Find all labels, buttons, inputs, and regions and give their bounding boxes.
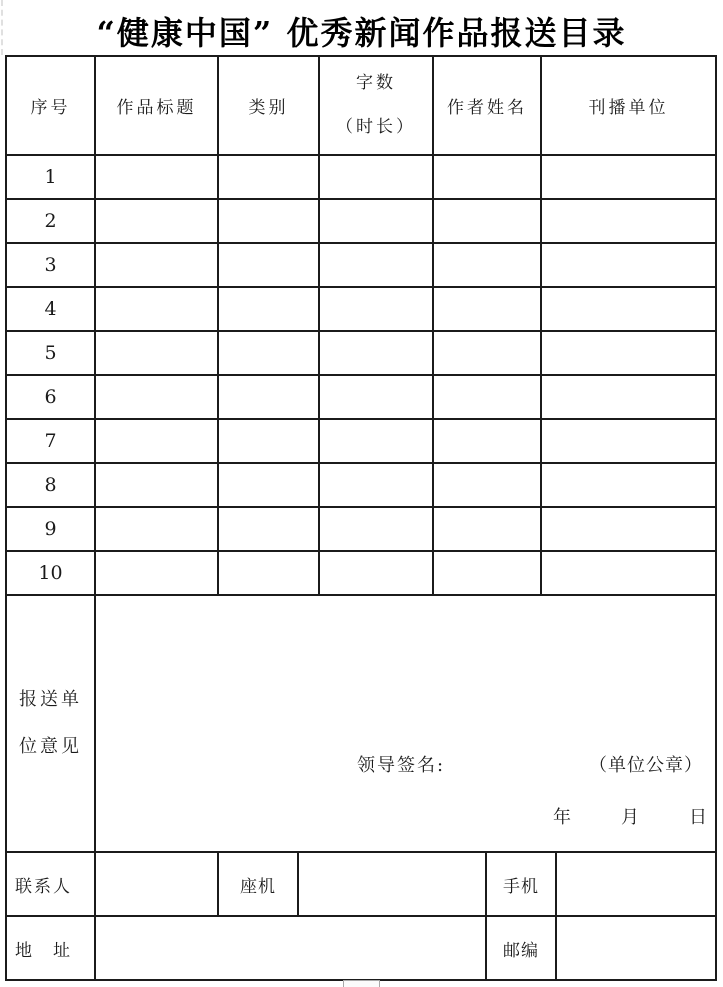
serial-cell: 10 bbox=[7, 552, 96, 596]
category-cell[interactable] bbox=[219, 464, 320, 508]
work-title-cell[interactable] bbox=[96, 464, 219, 508]
header-word-count bbox=[320, 57, 434, 156]
serial-cell: 8 bbox=[7, 464, 96, 508]
year-label: 年 bbox=[553, 807, 571, 828]
table-row bbox=[7, 332, 715, 376]
author-cell[interactable] bbox=[434, 508, 542, 552]
work-title-cell[interactable] bbox=[96, 508, 219, 552]
publisher-cell[interactable] bbox=[542, 552, 715, 596]
word-count-cell[interactable] bbox=[320, 156, 434, 200]
postcode-value-cell[interactable] bbox=[557, 917, 715, 979]
publisher-cell[interactable] bbox=[542, 420, 715, 464]
date-line bbox=[553, 803, 707, 829]
work-title-cell[interactable] bbox=[96, 376, 219, 420]
category-cell[interactable] bbox=[219, 200, 320, 244]
work-title-cell[interactable] bbox=[96, 552, 219, 596]
header-author: 作者姓名 bbox=[434, 57, 542, 156]
table-row bbox=[7, 156, 715, 200]
author-cell[interactable] bbox=[434, 332, 542, 376]
category-cell[interactable] bbox=[219, 376, 320, 420]
landline-value-cell[interactable] bbox=[299, 853, 487, 917]
header-work-title: 作品标题 bbox=[96, 57, 219, 156]
category-cell[interactable] bbox=[219, 288, 320, 332]
word-count-cell[interactable] bbox=[320, 464, 434, 508]
table-row bbox=[7, 376, 715, 420]
submission-catalog-table bbox=[5, 55, 717, 981]
mobile-value-cell[interactable] bbox=[557, 853, 715, 917]
word-count-cell[interactable] bbox=[320, 200, 434, 244]
publisher-cell[interactable] bbox=[542, 244, 715, 288]
category-cell[interactable] bbox=[219, 156, 320, 200]
header-category: 类别 bbox=[219, 57, 320, 156]
category-cell[interactable] bbox=[219, 244, 320, 288]
work-title-cell[interactable] bbox=[96, 156, 219, 200]
word-count-cell[interactable] bbox=[320, 244, 434, 288]
opinion-label-line2: 位意见 bbox=[19, 736, 82, 757]
table-row bbox=[7, 552, 715, 596]
header-word-count-line1: 字数 bbox=[356, 73, 396, 93]
opinion-label-line1: 报送单 bbox=[19, 689, 82, 710]
publisher-cell[interactable] bbox=[542, 332, 715, 376]
address-label: 地 址 bbox=[7, 917, 96, 979]
serial-cell: 9 bbox=[7, 508, 96, 552]
category-cell[interactable] bbox=[219, 332, 320, 376]
work-title-cell[interactable] bbox=[96, 288, 219, 332]
contact-row bbox=[7, 853, 715, 917]
header-serial: 序号 bbox=[7, 57, 96, 156]
author-cell[interactable] bbox=[434, 376, 542, 420]
author-cell[interactable] bbox=[434, 420, 542, 464]
word-count-cell[interactable] bbox=[320, 288, 434, 332]
work-title-cell[interactable] bbox=[96, 200, 219, 244]
postcode-label: 邮编 bbox=[487, 917, 557, 979]
table-row bbox=[7, 244, 715, 288]
word-count-cell[interactable] bbox=[320, 420, 434, 464]
table-row bbox=[7, 420, 715, 464]
table-header-row bbox=[7, 57, 715, 156]
landline-label: 座机 bbox=[219, 853, 299, 917]
table-row bbox=[7, 508, 715, 552]
publisher-cell[interactable] bbox=[542, 200, 715, 244]
address-row bbox=[7, 917, 715, 979]
leader-signature-label: 领导签名: bbox=[357, 755, 446, 776]
category-cell[interactable] bbox=[219, 508, 320, 552]
opinion-section bbox=[7, 596, 715, 853]
serial-cell: 3 bbox=[7, 244, 96, 288]
table-row bbox=[7, 464, 715, 508]
page-title: “健康中国” 优秀新闻作品报送目录 bbox=[96, 14, 627, 52]
author-cell[interactable] bbox=[434, 156, 542, 200]
publisher-cell[interactable] bbox=[542, 508, 715, 552]
work-title-cell[interactable] bbox=[96, 332, 219, 376]
publisher-cell[interactable] bbox=[542, 156, 715, 200]
page-break-artifact bbox=[343, 980, 380, 987]
word-count-cell[interactable] bbox=[320, 552, 434, 596]
word-count-cell[interactable] bbox=[320, 376, 434, 420]
serial-cell: 5 bbox=[7, 332, 96, 376]
opinion-label bbox=[7, 596, 96, 853]
contact-person-label: 联系人 bbox=[7, 853, 96, 917]
work-title-cell[interactable] bbox=[96, 420, 219, 464]
day-label: 日 bbox=[689, 807, 707, 828]
contact-person-value-cell[interactable] bbox=[96, 853, 219, 917]
opinion-content-cell[interactable] bbox=[96, 596, 715, 853]
month-label: 月 bbox=[621, 807, 639, 828]
table-row bbox=[7, 200, 715, 244]
category-cell[interactable] bbox=[219, 552, 320, 596]
category-cell[interactable] bbox=[219, 420, 320, 464]
serial-cell: 4 bbox=[7, 288, 96, 332]
header-publisher: 刊播单位 bbox=[542, 57, 715, 156]
mobile-label: 手机 bbox=[487, 853, 557, 917]
publisher-cell[interactable] bbox=[542, 376, 715, 420]
work-title-cell[interactable] bbox=[96, 244, 219, 288]
publisher-cell[interactable] bbox=[542, 288, 715, 332]
author-cell[interactable] bbox=[434, 464, 542, 508]
serial-cell: 6 bbox=[7, 376, 96, 420]
header-word-count-line2: （时长） bbox=[336, 117, 416, 137]
author-cell[interactable] bbox=[434, 200, 542, 244]
serial-cell: 2 bbox=[7, 200, 96, 244]
word-count-cell[interactable] bbox=[320, 508, 434, 552]
word-count-cell[interactable] bbox=[320, 332, 434, 376]
serial-cell: 1 bbox=[7, 156, 96, 200]
serial-cell: 7 bbox=[7, 420, 96, 464]
author-cell[interactable] bbox=[434, 552, 542, 596]
author-cell[interactable] bbox=[434, 244, 542, 288]
author-cell[interactable] bbox=[434, 288, 542, 332]
table-row bbox=[7, 288, 715, 332]
address-value-cell[interactable] bbox=[96, 917, 487, 979]
unit-seal-label: （单位公章） bbox=[589, 755, 703, 776]
publisher-cell[interactable] bbox=[542, 464, 715, 508]
